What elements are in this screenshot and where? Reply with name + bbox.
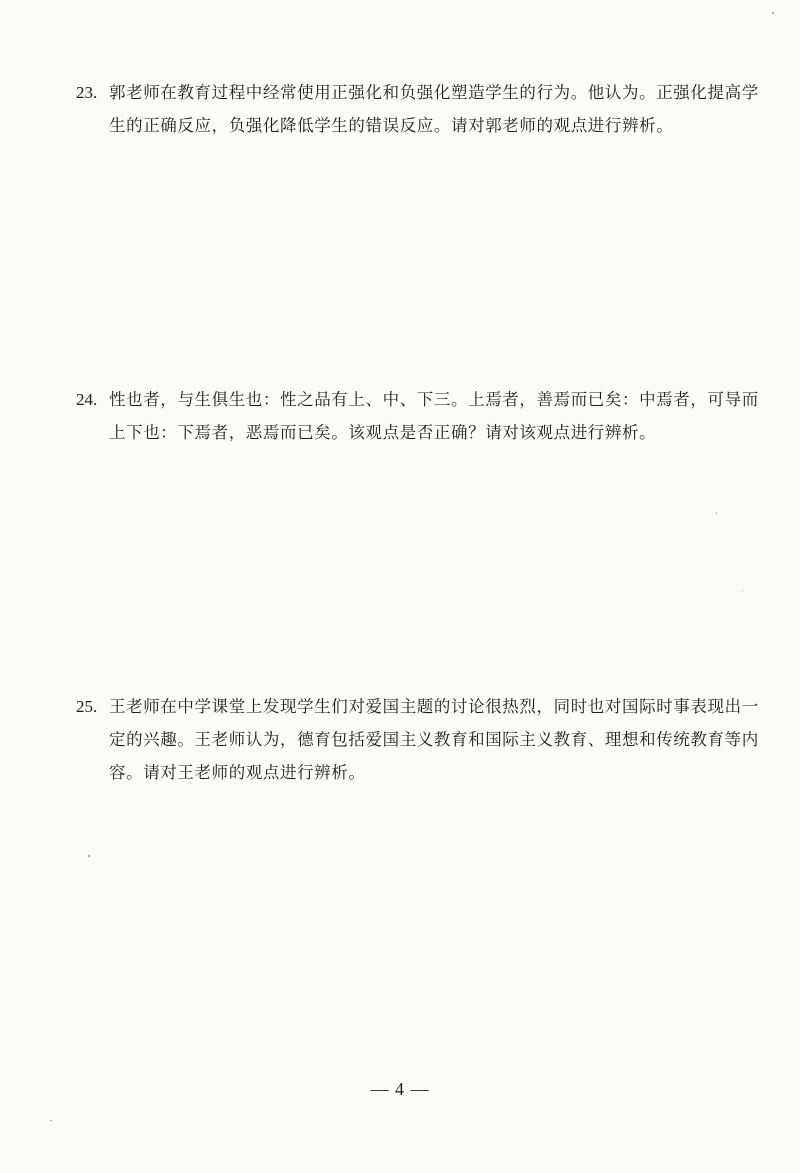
question-25-text-1: 王老师在中学课堂上发现学生们对爱国主题的讨论很热烈，同时也对国际时事表现出一	[109, 697, 759, 716]
question-25-number: 25.	[76, 697, 98, 716]
question-25-line-2: 定的兴趣。王老师认为，德育包括爱国主义教育和国际主义教育、理想和传统教育等内	[109, 730, 759, 749]
question-24-line-2: 上下也：下焉者，恶焉而已矣。该观点是否正确？请对该观点进行辨析。	[109, 423, 657, 442]
question-25-line-1	[76, 690, 759, 723]
scan-speck	[742, 590, 743, 591]
question-23	[76, 76, 759, 142]
question-23-text-1: 郭老师在教育过程中经常使用正强化和负强化塑造学生的行为。他认为。正强化提高学	[109, 83, 759, 102]
scan-speck	[88, 855, 90, 857]
question-23-number: 23.	[76, 83, 98, 102]
question-24-line-1	[76, 383, 759, 416]
question-24-number: 24.	[76, 390, 98, 409]
question-24	[76, 383, 759, 449]
page-number: — 4 —	[370, 1079, 430, 1099]
question-25	[76, 690, 759, 789]
scan-speck	[772, 12, 774, 14]
question-24-text-1: 性也者，与生俱生也：性之品有上、中、下三。上焉者，善焉而已矣：中焉者，可导而	[109, 390, 759, 409]
scan-speck	[50, 1120, 52, 1121]
question-23-line-1	[76, 76, 759, 109]
question-25-line-3: 容。请对王老师的观点进行辨析。	[109, 763, 366, 782]
question-23-line-2: 生的正确反应，负强化降低学生的错误反应。请对郭老师的观点进行辨析。	[109, 116, 674, 135]
scan-speck	[716, 512, 717, 514]
